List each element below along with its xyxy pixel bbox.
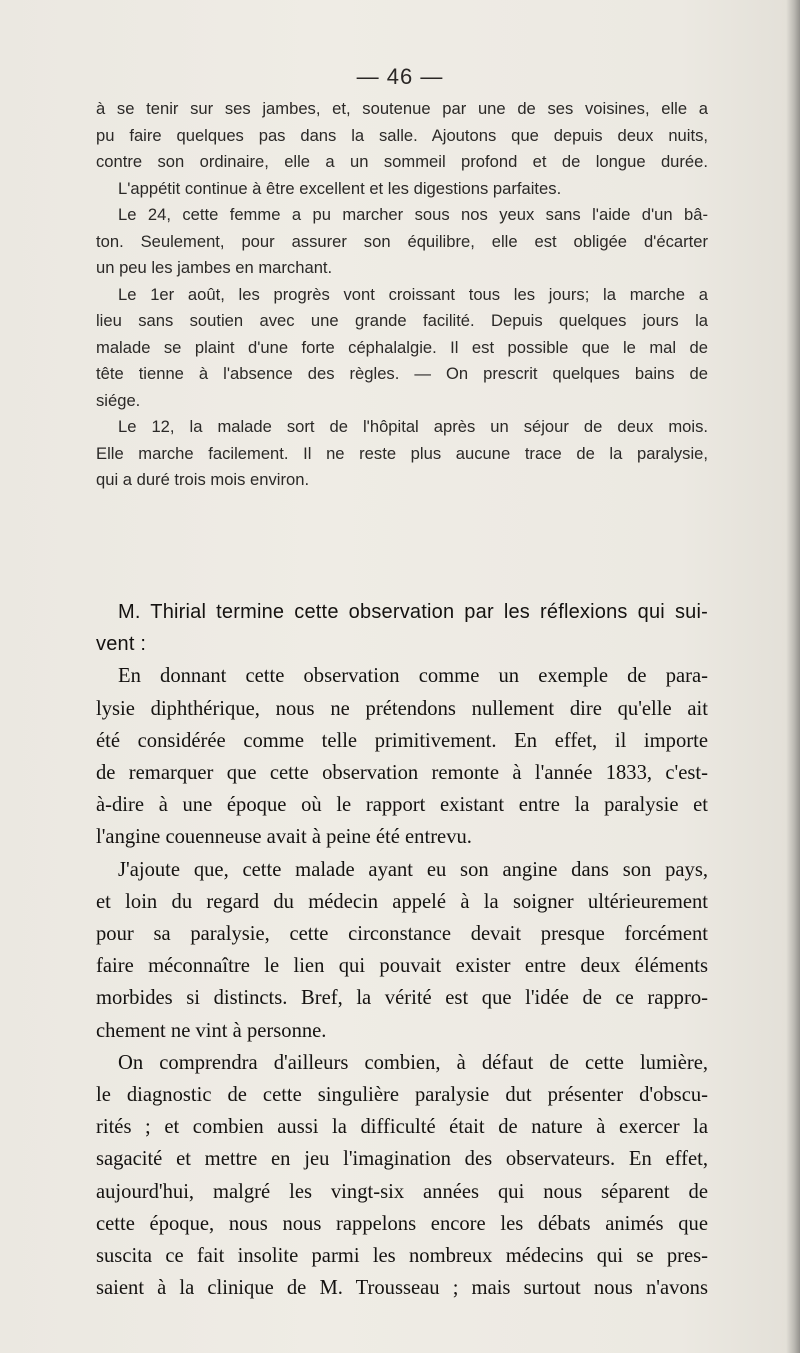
text-line: faire méconnaître le lien qui pouvait exister entre deux éléments	[96, 955, 708, 978]
text-line: qui a duré trois mois environ.	[96, 470, 310, 489]
text-line: On comprendra d'ailleurs combien, à défaut de cette lumière,	[118, 1051, 708, 1074]
text-line: pour sa paralysie, cette circonstance devait presque forcément	[96, 923, 708, 946]
text-line: saient à la clinique de M. Trousseau ; mais surtout nous n'avons	[96, 1277, 708, 1300]
section-heading-line: vent :	[96, 633, 147, 656]
text-line: lieu sans soutien avec une grande facilité. Depuis quelques jours la	[96, 311, 708, 330]
text-line: à-dire à une époque où le rapport existant entre la paralysie et	[96, 794, 708, 817]
text-line: cette époque, nous nous rappelons encore les débats animés que	[96, 1212, 708, 1235]
text-line: rités ; et combien aussi la difficulté était de nature à exercer la	[96, 1116, 708, 1139]
text-line: à se tenir sur ses jambes, et, soutenue par une de ses voisines, elle a	[96, 99, 708, 118]
text-line: Le 1er août, les progrès vont croissant tous les jours; la marche a	[118, 284, 708, 304]
text-line: contre son ordinaire, elle a un sommeil profond et de longue durée.	[96, 152, 708, 171]
text-line: malade se plaint d'une forte céphalalgie. Il est possible que le mal de	[96, 337, 708, 357]
observation-text	[96, 96, 708, 494]
text-line: l'angine couenneuse avait à peine été entrevu.	[96, 826, 472, 849]
text-line: suscita ce fait insolite parmi les nombreux médecins qui se pres-	[96, 1245, 708, 1268]
page-edge-shadow	[786, 0, 800, 1353]
text-line: J'ajoute que, cette malade ayant eu son angine dans son pays,	[118, 858, 708, 881]
text-line: Le 24, cette femme a pu marcher sous nos yeux sans l'aide d'un bâ-	[118, 205, 708, 224]
text-line: tête tienne à l'absence des règles. — On prescrit quelques bains de	[96, 364, 708, 383]
page-number: — 46 —	[356, 64, 444, 89]
text-line: aujourd'hui, malgré les vingt-six années qui nous séparent de	[96, 1180, 708, 1203]
reflexions-text	[96, 596, 708, 1304]
text-line: et loin du regard du médecin appelé à la soigner ultérieurement	[96, 890, 708, 913]
text-line: pu faire quelques pas dans la salle. Ajoutons que depuis deux nuits,	[96, 125, 708, 145]
text-line: lysie diphthérique, nous ne prétendons nullement dire qu'elle ait	[96, 697, 708, 720]
text-line: En donnant cette observation comme un exemple de para-	[118, 665, 708, 688]
text-line: ton. Seulement, pour assurer son équilibre, elle est obligée d'écarter	[96, 231, 708, 251]
text-line: L'appétit continue à être excellent et les digestions parfaites.	[118, 178, 562, 198]
section-heading-line: M. Thirial termine cette observation par les réflexions qui sui-	[118, 601, 708, 623]
text-line: morbides si distincts. Bref, la vérité est que l'idée de ce rappro-	[96, 987, 708, 1010]
text-line: le diagnostic de cette singulière paralysie dut présenter d'obscu-	[96, 1084, 708, 1107]
text-line: sagacité et mettre en jeu l'imagination des observateurs. En effet,	[96, 1148, 708, 1171]
text-line: chement ne vint à personne.	[96, 1019, 327, 1042]
text-line: été considérée comme telle primitivement. En effet, il importe	[96, 729, 708, 752]
text-line: Le 12, la malade sort de l'hôpital après un séjour de deux mois.	[118, 417, 708, 436]
text-line: Elle marche facilement. Il ne reste plus aucune trace de la paralysie,	[96, 443, 708, 463]
text-line: siége.	[96, 390, 141, 410]
text-line: un peu les jambes en marchant.	[96, 258, 333, 277]
text-line: de remarquer que cette observation remonte à l'année 1833, c'est-	[96, 762, 708, 785]
